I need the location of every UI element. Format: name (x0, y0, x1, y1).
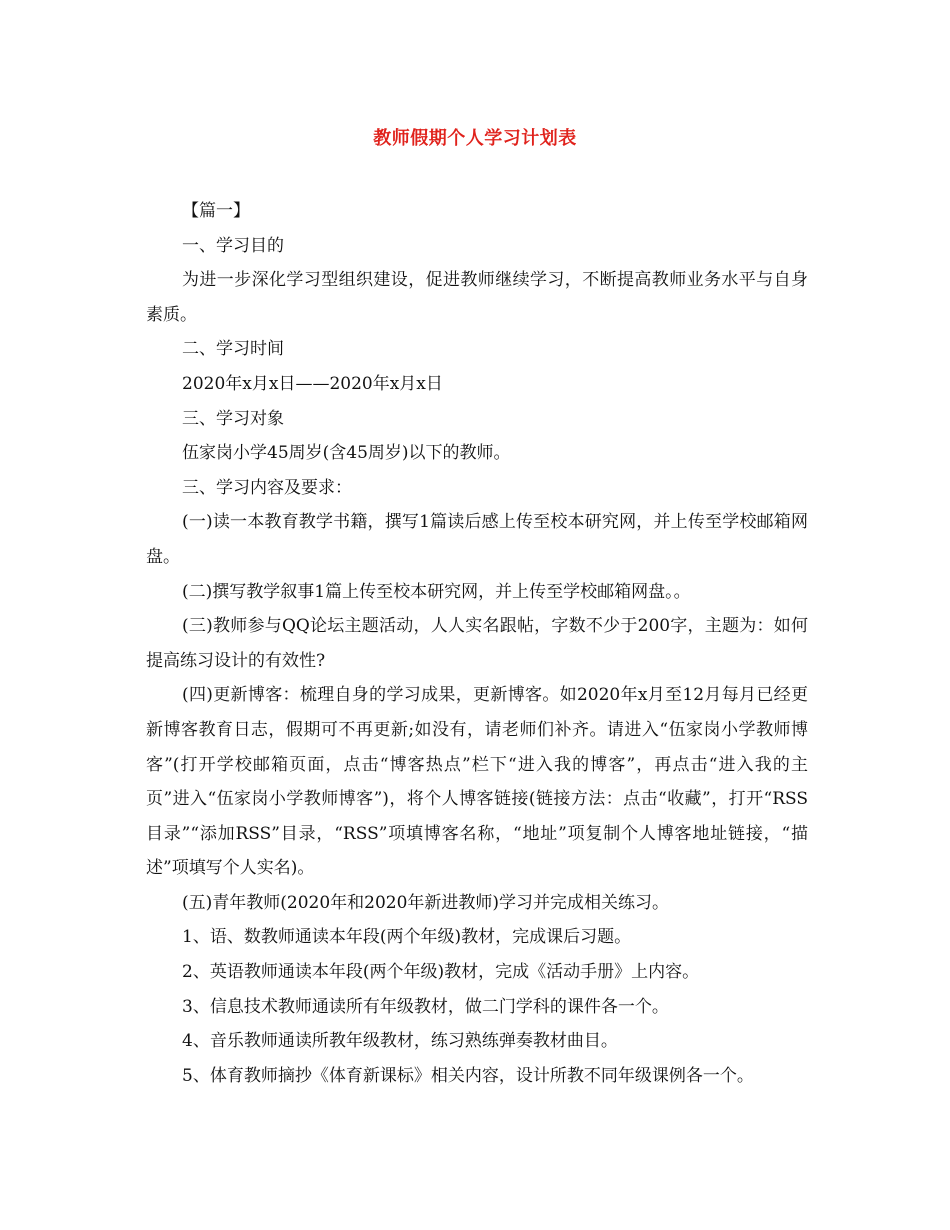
heading-audience: 三、学习对象 (182, 408, 284, 429)
paragraph-purpose: 为进一步深化学习型组织建设，促进教师继续学习，不断提高教师业务水平与自身素质。 (146, 270, 808, 325)
list-item-2: 2、英语教师通读本年段(两个年级)教材，完成《活动手册》上内容。 (182, 962, 700, 983)
paragraph-item-2: (二)撰写教学叙事1篇上传至校本研究网，并上传至学校邮箱网盘。。 (182, 581, 691, 602)
paragraph-time: 2020年x月x日——2020年x月x日 (182, 373, 443, 394)
paragraph-item-3: (三)教师参与QQ论坛主题活动，人人实名跟帖，字数不少于200字，主题为：如何提高练习设计的有效性? (146, 616, 808, 671)
list-item-5: 5、体育教师摘抄《体育新课标》相关内容，设计所教不同年级课例各一个。 (182, 1065, 754, 1086)
document-title: 教师假期个人学习计划表 (373, 128, 577, 149)
heading-content: 三、学习内容及要求： (182, 477, 352, 498)
list-item-3: 3、信息技术教师通读所有年级教材，做二门学科的课件各一个。 (182, 996, 669, 1017)
paragraph-item-4: (四)更新博客：梳理自身的学习成果，更新博客。如2020年x月至12月每月已经更新博客教育日志，假期可不再更新;如没有，请老师们补齐。请进入“伍家岗小学教师博客”(打开学校邮箱页面，点击“博客热点”栏下“进入我的博客”，再点击“进入我的主页”进入“伍家岗小学教师博客”)，将个人博客链接(链接方法：点击“收藏”，打开“RSS目录”“添加RSS”目录，“RSS”项填博客名称，“地址”项复制个人博客地址链接，“描述”项填写个人实名)。 (146, 685, 808, 879)
heading-time: 二、学习时间 (182, 339, 284, 360)
list-item-4: 4、音乐教师通读所教年级教材，练习熟练弹奏教材曲目。 (182, 1031, 618, 1052)
document-body (146, 194, 808, 1093)
paragraph-audience: 伍家岗小学45周岁(含45周岁)以下的教师。 (182, 443, 511, 464)
list-item-1: 1、语、数教师通读本年段(两个年级)教材，完成课后习题。 (182, 927, 632, 948)
section-heading-part-one: 【篇一】 (182, 201, 250, 221)
paragraph-item-5: (五)青年教师(2020年和2020年新进教师)学习并完成相关练习。 (182, 892, 670, 913)
heading-purpose: 一、学习目的 (182, 235, 284, 256)
paragraph-item-1: (一)读一本教育教学书籍，撰写1篇读后感上传至校本研究网，并上传至学校邮箱网盘。 (146, 512, 808, 567)
